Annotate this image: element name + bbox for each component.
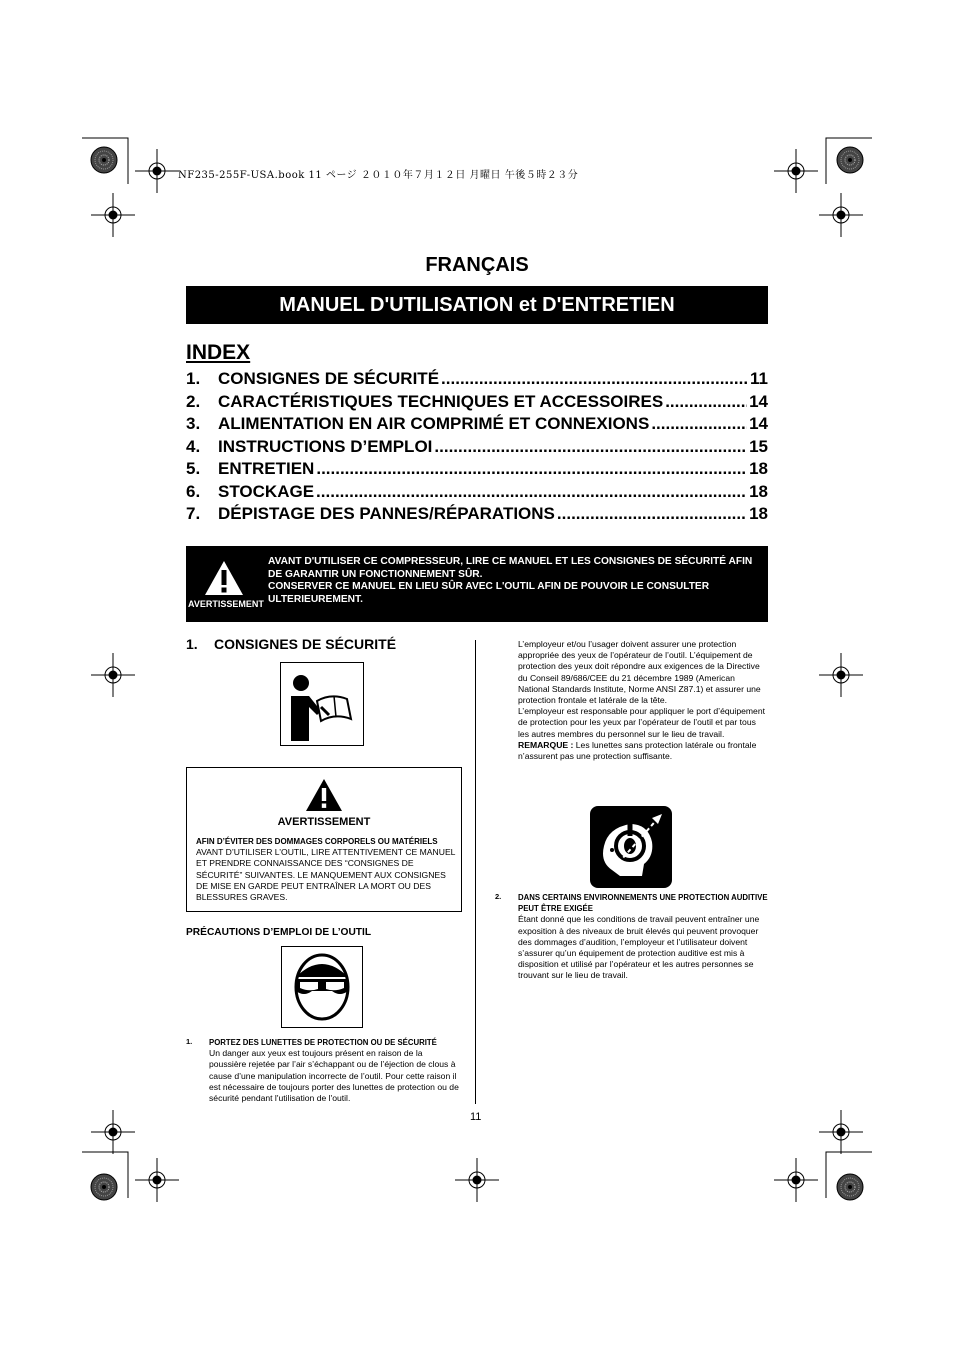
warning-triangle-icon: [305, 778, 343, 812]
item-1-number: 1.: [186, 1037, 193, 1046]
eye-protection-text: L’employeur et/ou l’usager doivent assurer une protection appropriée des yeux de l’opérateur de l’outil. L’équipement de protection des yeux doit répondre aux exigences de la Directive du Conseil 89/686/CEE du 21 décembre 1989 (American National Standards Institute, Norme ANSI Z87.1) et assurer une protection frontale et latérale de la tête. L’employeur est responsable pour appliquer le port d’équipement de protection pour les yeux par l’opérateur de l’outil et par tous les autres membres du personnel sur le lieu de travail. REMARQUE : Les lunettes sans protection latérale ou frontale n’assurent pas une protection suffisante.: [518, 639, 765, 762]
toc-entry-5[interactable]: 5. ENTRETIEN ..... 18: [186, 459, 768, 482]
toc-entry-3[interactable]: 3. ALIMENTATION EN AIR COMPRIMÉ ET CONNEXIONS ..... 14: [186, 414, 768, 437]
item-2-number: 2.: [495, 892, 502, 901]
index-title: INDEX: [186, 341, 251, 364]
toc-entry-4[interactable]: 4. INSTRUCTIONS D’EMPLOI ..... 15: [186, 437, 768, 460]
manual-title-banner: MANUEL D'UTILISATION et D'ENTRETIEN: [186, 286, 768, 324]
toc-entry-6[interactable]: 6. STOCKAGE ..... 18: [186, 482, 768, 505]
warning-text: AVANT D'UTILISER CE COMPRESSEUR, LIRE CE MANUEL ET LES CONSIGNES DE SÉCURITÉ AFIN DE GARANTIR UN FONCTIONNEMENT SÛR. CONSERVER CE MANUEL EN LIEU SÛR AVEC L'OUTIL AFIN DE POUVOIR LE CONSULTER ULTERIEUREMENT.: [268, 556, 753, 605]
section-title-safety: 1. CONSIGNES DE SÉCURITÉ: [186, 636, 397, 652]
warning-label: AVERTISSEMENT: [188, 599, 264, 609]
safety-goggles-icon: [281, 946, 363, 1028]
page-number: 11: [470, 1111, 482, 1123]
toc-entry-7[interactable]: 7. DÉPISTAGE DES PANNES/RÉPARATIONS ..... 18: [186, 504, 768, 527]
item-1-goggles: PORTEZ DES LUNETTES DE PROTECTION OU DE SÉCURITÉ Un danger aux yeux est toujours présent en raison de la poussière rejetée par l’air s’échappant ou de l’éjection de clous à cause d’une manipulation incorrecte de l’outil. Pour cette raison il est nécessaire de toujours porter des lunettes de protection ou de sécurité pendant l'utilisation de l'outil.: [209, 1038, 459, 1104]
toc-entry-2[interactable]: 2. CARACTÉRISTIQUES TECHNIQUES ET ACCESSOIRES ..... 14: [186, 392, 768, 415]
language-heading: FRANÇAIS: [425, 254, 529, 276]
toc-entry-1[interactable]: 1. CONSIGNES DE SÉCURITÉ ..... 11: [186, 369, 768, 392]
table-of-contents: [186, 369, 768, 527]
print-header-line: NF235-255F-USA.book 11 ページ ２０１０年７月１２日 月曜日 午後５時２３分: [178, 170, 579, 181]
warning-triangle-icon: [204, 560, 244, 596]
precautions-heading: PRÉCAUTIONS D’EMPLOI DE L’OUTIL: [186, 927, 372, 938]
warning-panel-text: AFIN D’ÉVITER DES DOMMAGES CORPORELS OU MATÉRIELS AVANT D’UTILISER L’OUTIL, LIRE ATTENTIVEMENT CE MANUEL ET PRENDRE CONNAISSANCE DES “CONSIGNES DE SÉCURITÉ” SUIVANTES. LE MANQUEMENT AUX CONSIGNES DE MISE EN GARDE PEUT ENTRAÎNER LA MORT OU DES BLESSURES GRAVES.: [196, 837, 456, 903]
warning-panel-title: AVERTISSEMENT: [277, 816, 371, 828]
warning-box: [186, 546, 768, 622]
column-divider: [475, 640, 476, 1104]
item-2-hearing: DANS CERTAINS ENVIRONNEMENTS UNE PROTECTION AUDITIVE PEUT ÊTRE EXIGÉE Étant donné que les conditions de travail peuvent entraîner une exposition à des niveaux de bruit élevés qui peuvent provoquer des dommages d’audition, l’employeur et l’utilisateur doivent s’assurer qu’un équipement de protection auditive est mis à disposition et utilisé par l’opérateur et les autres personnes se trouvant sur le lieu de travail.: [518, 893, 768, 981]
warning-panel: [186, 767, 462, 912]
read-manual-icon: [280, 662, 364, 746]
hearing-protection-icon: [590, 806, 672, 888]
